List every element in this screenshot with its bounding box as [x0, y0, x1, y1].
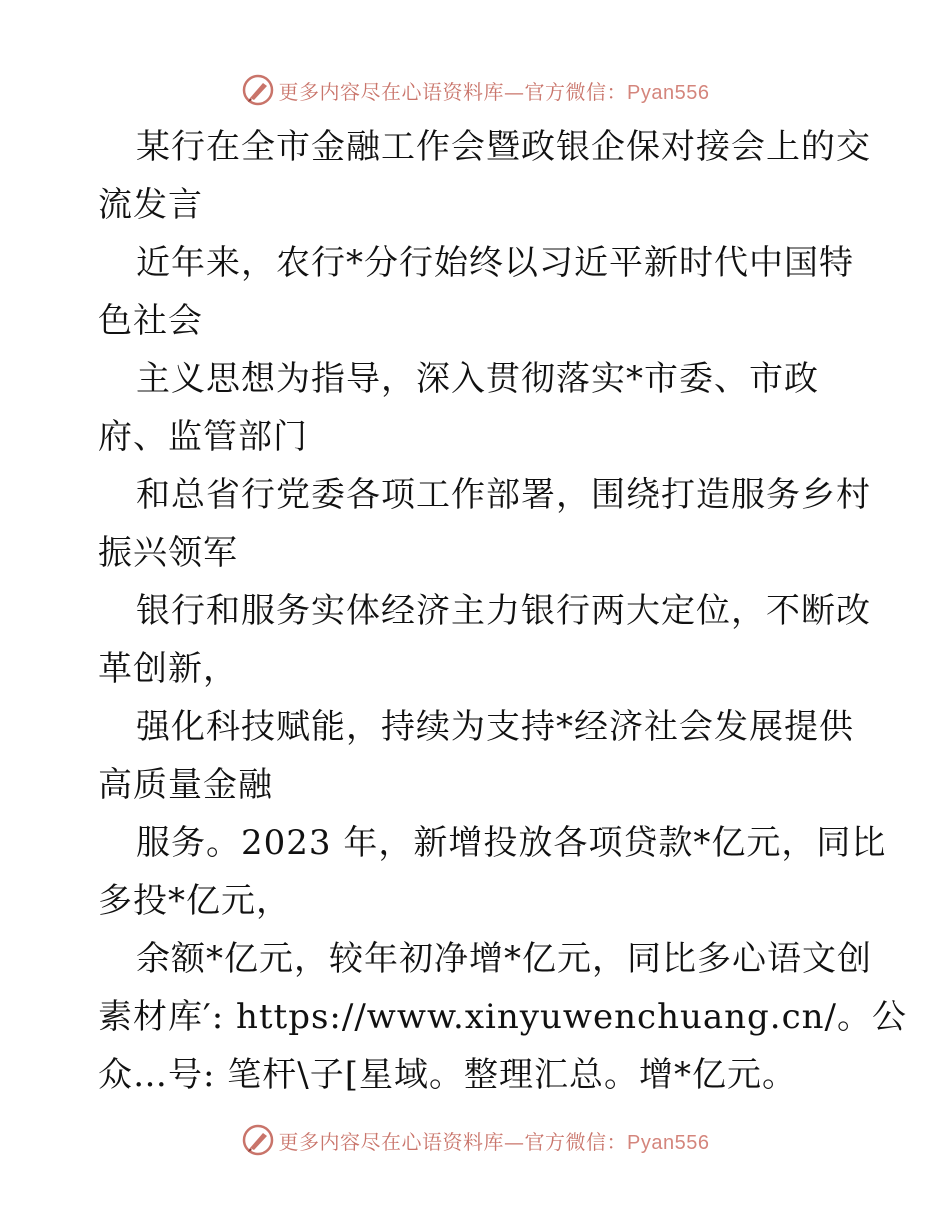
text-line: 多投*亿元，	[98, 881, 291, 921]
header-watermark	[0, 70, 950, 110]
text-line: 主义思想为指导，深入贯彻落实*市委、市政	[136, 359, 819, 399]
text-line: 强化科技赋能，持续为支持*经济社会发展提供	[136, 707, 854, 747]
text-line: 素材库′: https://www.xinyuwenchuang.cn/。公	[98, 997, 908, 1037]
watermark-wechat-id: Pyan556	[627, 81, 710, 104]
watermark-text: 更多内容尽在心语资料库—官方微信：Pyan556	[278, 79, 710, 104]
text-line: 高质量金融	[98, 765, 273, 805]
text-line: 近年来，农行*分行始终以习近平新时代中国特	[136, 243, 854, 283]
watermark-text: 更多内容尽在心语资料库—官方微信：Pyan556	[278, 1129, 710, 1154]
pen-logo-icon	[241, 1123, 275, 1157]
text-line: 振兴领军	[98, 533, 238, 573]
footer-watermark	[0, 1120, 950, 1160]
text-line: 众…号: 笔杆\子[星域。整理汇总。增*亿元。	[98, 1055, 797, 1095]
text-line: 府、监管部门	[98, 417, 308, 457]
text-line: 余额*亿元，较年初净增*亿元，同比多心语文创	[136, 939, 872, 979]
text-line: 和总省行党委各项工作部署，围绕打造服务乡村	[136, 475, 871, 515]
text-line: 银行和服务实体经济主力银行两大定位，不断改	[136, 591, 871, 631]
pen-logo-icon	[241, 73, 275, 107]
text-line: 服务。2023 年，新增投放各项贷款*亿元，同比	[136, 823, 887, 863]
text-line: 流发言	[98, 185, 203, 225]
text-line: 色社会	[98, 301, 203, 341]
text-line: 某行在全市金融工作会暨政银企保对接会上的交	[136, 127, 871, 167]
watermark-wechat-id: Pyan556	[627, 1131, 710, 1154]
document-body	[98, 118, 908, 1104]
text-line: 革创新，	[98, 649, 238, 689]
